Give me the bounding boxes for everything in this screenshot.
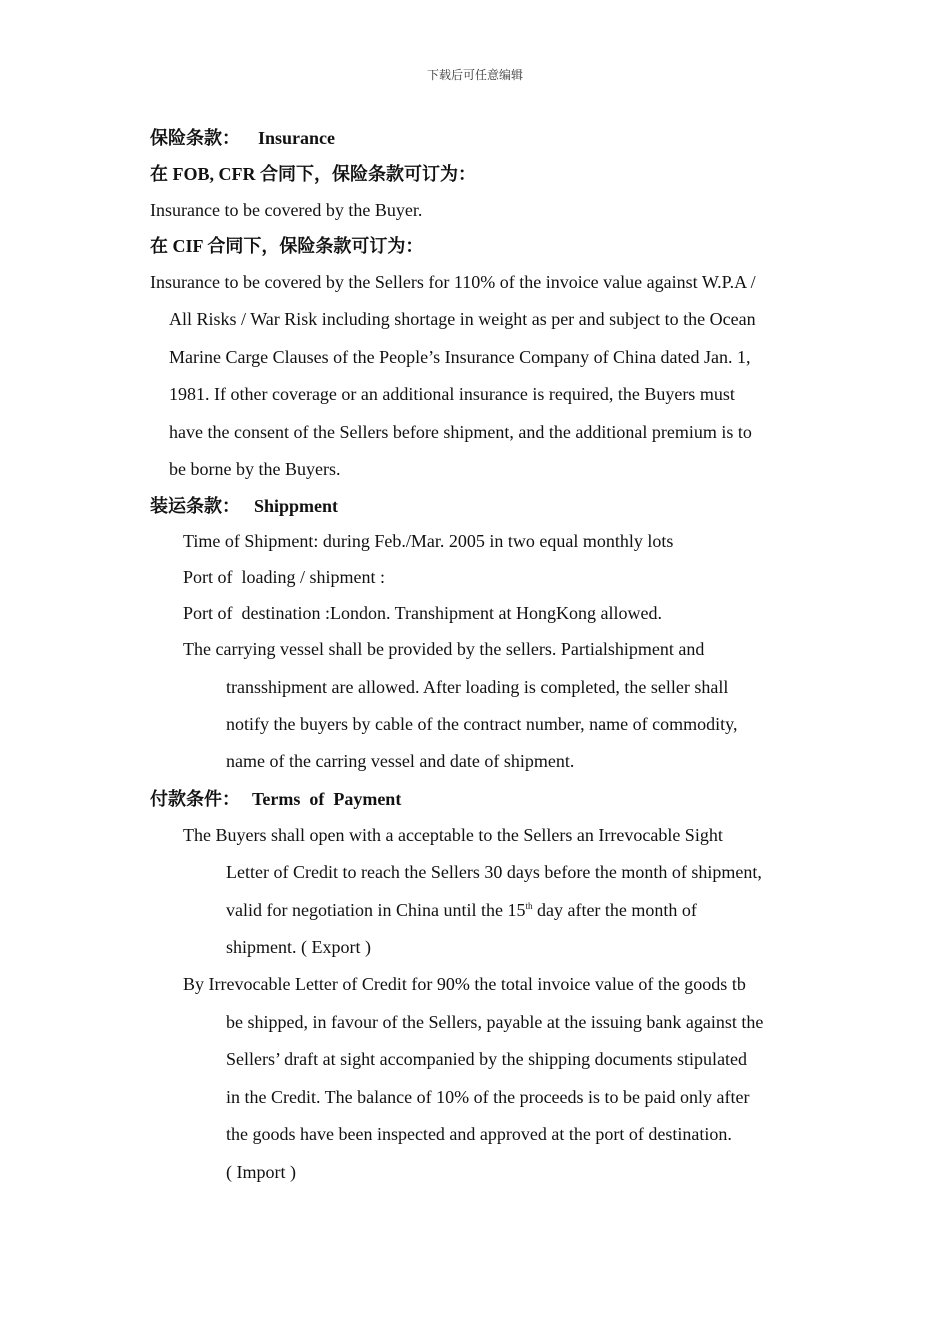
shipment-time-text: Time of Shipment: during Feb./Mar. 2005 in two equal monthly lots: [183, 531, 674, 552]
port-of-destination: [150, 596, 805, 632]
shipment-heading-cn: 装运条款：: [150, 496, 240, 517]
cif-label: 在 CIF 合同下，保险条款可订为：: [150, 236, 424, 256]
insurance-heading: [150, 120, 805, 156]
shipment-heading-en: Shippment: [254, 496, 339, 517]
fob-cfr-clause: Insurance to be covered by the Buyer.: [150, 200, 423, 220]
vessel-clause-line: notify the buyers by cable of the contract number, name of commodity,: [226, 714, 738, 735]
vessel-clause-line: name of the carring vessel and date of shipment.: [226, 751, 575, 772]
document-body: [150, 120, 805, 1191]
cif-clause-line: Insurance to be covered by the Sellers for 110% of the invoice value against W.P.A /: [150, 272, 756, 292]
payment-heading-en: Terms of Payment: [252, 788, 402, 809]
fob-cfr-label: 在 FOB, CFR 合同下，保险条款可订为：: [150, 164, 476, 184]
cif-clause-line: Marine Carge Clauses of the People’s Insurance Company of China dated Jan. 1,: [169, 346, 751, 367]
import-payment-clause: [150, 966, 805, 1190]
ordinal-suffix: th: [525, 900, 533, 911]
vessel-clause: [150, 631, 805, 781]
export-clause-text: day after the month of: [532, 899, 697, 920]
cif-clause: [150, 264, 805, 488]
port-of-loading: [150, 560, 805, 596]
import-clause-line: the goods have been inspected and approved at the port of destination.: [226, 1124, 732, 1145]
cif-clause-line: be borne by the Buyers.: [169, 459, 341, 480]
vessel-clause-line: transshipment are allowed. After loading is completed, the seller shall: [226, 676, 729, 697]
port-of-destination-text: Port of destination :London. Transhipment at HongKong allowed.: [183, 602, 662, 623]
export-clause-line: shipment. ( Export ): [226, 937, 371, 958]
export-clause-line: [183, 892, 805, 929]
cif-clause-line: have the consent of the Sellers before shipment, and the additional premium is to: [169, 421, 752, 442]
insurance-heading-en: Insurance: [258, 128, 336, 148]
import-clause-line: be shipped, in favour of the Sellers, payable at the issuing bank against the: [226, 1011, 764, 1032]
page-header-note: 下载后可任意编辑: [426, 68, 523, 82]
insurance-heading-cn: 保险条款：: [150, 128, 240, 148]
payment-heading: [150, 781, 805, 817]
export-payment-clause: [150, 817, 805, 967]
import-clause-line: in the Credit. The balance of 10% of the proceeds is to be paid only after: [226, 1086, 750, 1107]
cif-clause-line: All Risks / War Risk including shortage in weight as per and subject to the Ocean: [169, 309, 756, 330]
shipment-heading: [150, 488, 805, 524]
import-clause-line: ( Import ): [226, 1161, 296, 1182]
export-clause-line: The Buyers shall open with a acceptable to the Sellers an Irrevocable Sight: [183, 824, 723, 845]
import-clause-line: By Irrevocable Letter of Credit for 90% the total invoice value of the goods tb: [183, 974, 746, 995]
cif-clause-line: 1981. If other coverage or an additional insurance is required, the Buyers must: [169, 384, 735, 405]
shipment-time: [150, 524, 805, 560]
export-clause-line: Letter of Credit to reach the Sellers 30 days before the month of shipment,: [226, 862, 762, 883]
payment-heading-cn: 付款条件：: [150, 788, 240, 809]
vessel-clause-line: The carrying vessel shall be provided by the sellers. Partialshipment and: [183, 639, 705, 660]
port-of-loading-text: Port of loading / shipment :: [183, 567, 385, 588]
import-clause-line: Sellers’ draft at sight accompanied by the shipping documents stipulated: [226, 1049, 748, 1070]
export-clause-text: valid for negotiation in China until the 15: [226, 899, 526, 920]
